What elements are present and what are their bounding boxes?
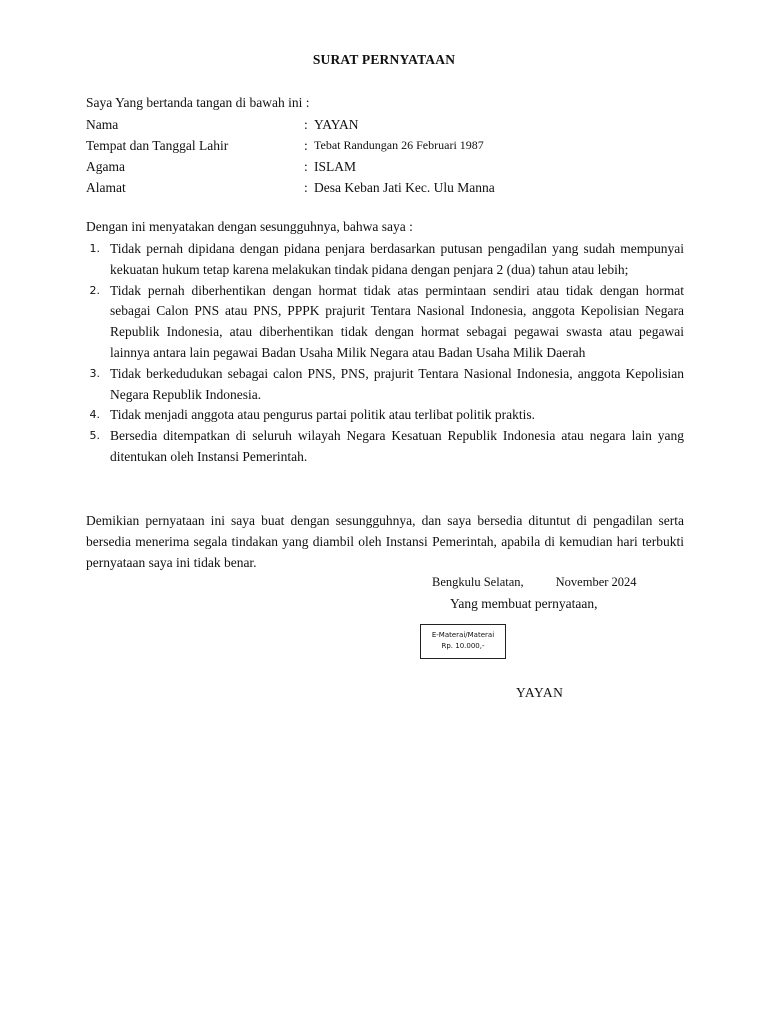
list-item xyxy=(86,239,684,281)
item-number: 3. xyxy=(89,366,100,380)
month-year-text: November 2024 xyxy=(555,575,637,589)
identity-value-birth: Tebat Randungan 26 Februari 1987 xyxy=(314,138,484,152)
statement-list xyxy=(86,239,684,468)
identity-colon: : xyxy=(304,159,308,174)
stamp-label: E-Materai/Materai xyxy=(431,631,495,639)
identity-label: Nama xyxy=(86,117,119,132)
identity-colon: : xyxy=(304,117,308,132)
identity-label: Alamat xyxy=(86,180,126,195)
stamp-box xyxy=(420,624,506,659)
item-number: 2. xyxy=(89,283,100,297)
place-date xyxy=(432,575,637,590)
item-text: Bersedia ditempatkan di seluruh wilayah Negara Kesatuan Republik Indonesia atau negara lain yang ditentukan oleh Instansi Pemerintah. xyxy=(110,428,684,464)
identity-value-religion: ISLAM xyxy=(314,159,357,174)
identity-colon: : xyxy=(304,138,308,153)
item-text: Tidak menjadi anggota atau pengurus partai politik atau terlibat politik praktis. xyxy=(110,407,536,423)
list-item xyxy=(86,426,684,468)
maker-caption: Yang membuat pernyataan, xyxy=(450,596,598,611)
closing-paragraph: Demikian pernyataan ini saya buat dengan sesungguhnya, dan saya bersedia dituntut di pengadilan serta bersedia menerima segala tindakan yang diambil oleh Instansi Pemerintah, apabila di kemudian hari terbukti pernyataan saya ini tidak benar. xyxy=(86,513,684,570)
intro-text: Saya Yang bertanda tangan di bawah ini : xyxy=(86,95,310,110)
list-item xyxy=(86,364,684,406)
item-text: Tidak berkedudukan sebagai calon PNS, PNS, prajurit Tentara Nasional Indonesia, anggota Kepolisian Negara Republik Indonesia. xyxy=(110,365,684,402)
stamp-amount: Rp. 10.000,- xyxy=(441,642,485,650)
item-number: 5. xyxy=(89,429,100,443)
identity-colon: : xyxy=(304,180,308,195)
identity-row-address xyxy=(86,177,686,198)
identity-value-name: YAYAN xyxy=(314,117,359,132)
item-text: Tidak pernah dipidana dengan pidana penjara berdasarkan putusan pengadilan yang sudah mempunyai kekuatan hukum tetap karena melakukan tindak pidana dengan penjara 2 (dua) tahun atau lebih; xyxy=(110,241,684,277)
identity-label: Agama xyxy=(86,159,125,174)
list-item xyxy=(86,405,684,426)
signer-name: YAYAN xyxy=(516,685,564,700)
item-text: Tidak pernah diberhentikan dengan hormat tidak atas permintaan sendiri atau tidak dengan hormat sebagai Calon PNS atau PNS, PPPK prajurit Tentara Nasional Indonesia, anggota Kepolisian Negara Republik Indonesia, atau diberhentikan tidak dengan hormat sebagai pegawai swasta atau pegawai lainnya antara lain pegawai Badan Usaha Milik Negara atau Badan Usaha Milik Daerah xyxy=(110,282,684,360)
item-number: 1. xyxy=(89,242,100,255)
item-number: 4. xyxy=(89,408,100,422)
document-title: SURAT PERNYATAAN xyxy=(312,52,456,67)
identity-row-name xyxy=(86,114,686,135)
identity-value-address: Desa Keban Jati Kec. Ulu Manna xyxy=(314,180,495,195)
list-item xyxy=(86,281,684,364)
place-text: Bengkulu Selatan, xyxy=(432,575,524,589)
identity-table xyxy=(86,114,686,198)
identity-label: Tempat dan Tanggal Lahir xyxy=(86,138,229,153)
identity-row-religion xyxy=(86,156,686,177)
declaration-intro: Dengan ini menyatakan dengan sesungguhnya, bahwa saya : xyxy=(86,219,413,234)
identity-row-birth xyxy=(86,135,686,156)
